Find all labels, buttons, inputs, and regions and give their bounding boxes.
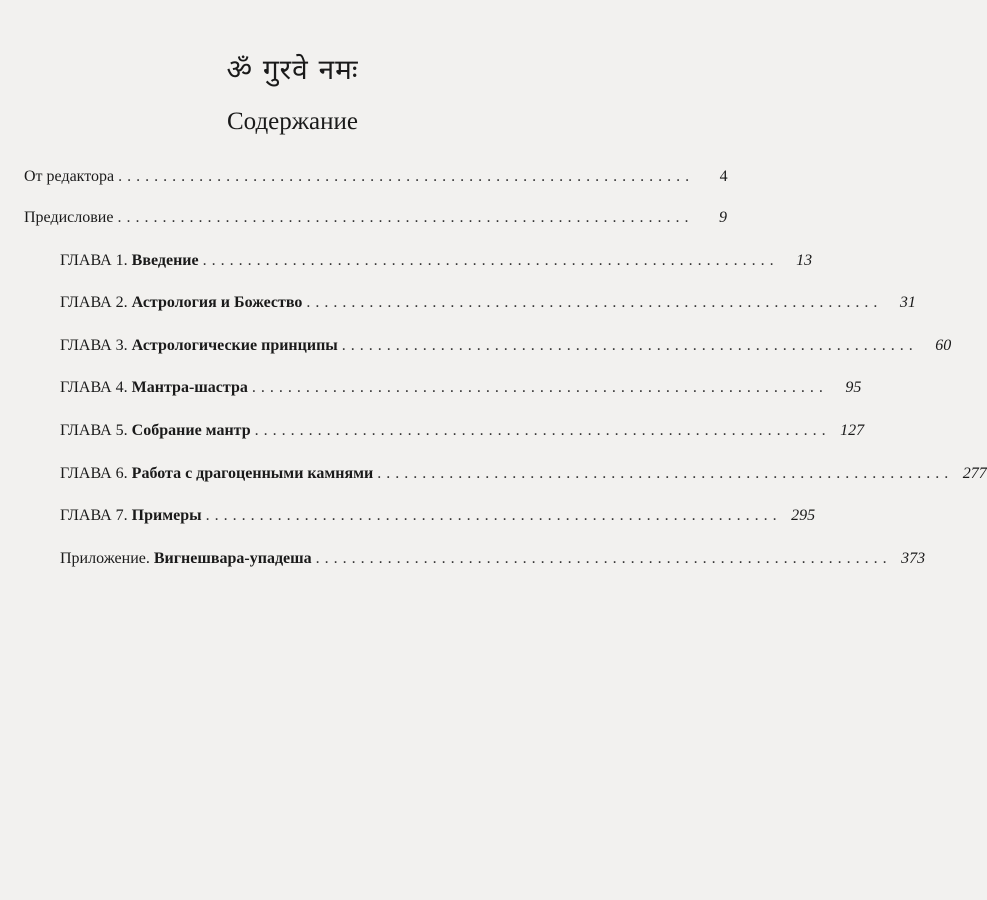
toc-entry-prefix: Приложение.	[60, 550, 154, 567]
toc-entry-prefix: ГЛАВА 1.	[60, 252, 132, 269]
toc-leader-dots: . . . . . . . . . . . . . . . . . . . . . . . . . . . . . . . . . . . . . . . . . . . . . . . . . . . . . . . . . . . . . . . .	[315, 550, 888, 567]
toc-entry	[24, 168, 728, 192]
toc-entry	[60, 422, 865, 446]
toc-entry	[60, 507, 816, 531]
toc-entry	[24, 209, 727, 233]
toc-entry-title: Примеры	[131, 507, 202, 524]
toc-entry	[60, 465, 987, 489]
toc-leader-dots: . . . . . . . . . . . . . . . . . . . . . . . . . . . . . . . . . . . . . . . . . . . . . . . . . . . . . . . . . . . . . . . .	[117, 209, 689, 226]
page-title: Содержание	[227, 108, 358, 135]
mantra-heading: ॐ गुरवे नमः	[226, 53, 359, 86]
toc-entry	[60, 550, 926, 574]
toc-entry-page: 95	[845, 379, 862, 396]
toc-entry	[60, 252, 813, 276]
toc-entry-page: 295	[791, 507, 816, 524]
toc-leader-dots: . . . . . . . . . . . . . . . . . . . . . . . . . . . . . . . . . . . . . . . . . . . . . . . . . . . . . . . . . . . . . . . .	[205, 507, 778, 524]
toc-entry-prefix: Предисловие	[24, 209, 114, 226]
toc-leader-dots: . . . . . . . . . . . . . . . . . . . . . . . . . . . . . . . . . . . . . . . . . . . . . . . . . . . . . . . . . . . . . . . .	[202, 252, 775, 269]
toc-entry-title: Собрание мантр	[131, 422, 251, 439]
toc-entry-prefix: От редактора	[24, 168, 115, 185]
toc-leader-dots: . . . . . . . . . . . . . . . . . . . . . . . . . . . . . . . . . . . . . . . . . . . . . . . . . . . . . . . . . . . . . . . .	[251, 379, 824, 396]
toc-entry	[60, 379, 862, 403]
toc-entry-prefix: ГЛАВА 6.	[60, 465, 132, 482]
toc-entry-page: 60	[935, 337, 952, 354]
toc-entry-page: 4	[719, 168, 728, 185]
toc-entry-page: 373	[901, 550, 926, 567]
toc-entry-title: Работа с драгоценными камнями	[131, 465, 374, 482]
toc-entry	[60, 294, 916, 318]
toc-leader-dots: . . . . . . . . . . . . . . . . . . . . . . . . . . . . . . . . . . . . . . . . . . . . . . . . . . . . . . . . . . . . . . . .	[341, 337, 914, 354]
toc-entry-prefix: ГЛАВА 4.	[60, 379, 132, 396]
toc-leader-dots: . . . . . . . . . . . . . . . . . . . . . . . . . . . . . . . . . . . . . . . . . . . . . . . . . . . . . . . . . . . . . . . .	[306, 294, 878, 311]
toc-leader-dots: . . . . . . . . . . . . . . . . . . . . . . . . . . . . . . . . . . . . . . . . . . . . . . . . . . . . . . . . . . . . . . . .	[118, 168, 690, 185]
toc-entry	[60, 337, 952, 361]
toc-leader-dots: . . . . . . . . . . . . . . . . . . . . . . . . . . . . . . . . . . . . . . . . . . . . . . . . . . . . . . . . . . . . . . . .	[254, 422, 827, 439]
toc-entry-page: 9	[718, 209, 727, 226]
toc-entry-prefix: ГЛАВА 7.	[60, 507, 132, 524]
toc-entry-title: Введение	[131, 252, 199, 269]
toc-entry-page: 13	[796, 252, 813, 269]
toc-entry-page: 127	[840, 422, 865, 439]
toc-entry-page: 31	[899, 294, 916, 311]
toc-entry-title: Мантра-шастра	[131, 379, 248, 396]
toc-leader-dots: . . . . . . . . . . . . . . . . . . . . . . . . . . . . . . . . . . . . . . . . . . . . . . . . . . . . . . . . . . . . . . . .	[377, 465, 949, 482]
toc-entry-title: Вигнешвара-упадеша	[153, 550, 312, 567]
toc-entry-title: Астрологические принципы	[131, 337, 338, 354]
toc-entry-prefix: ГЛАВА 5.	[60, 422, 132, 439]
toc-entry-prefix: ГЛАВА 3.	[60, 337, 132, 354]
toc-entry-page: 277	[962, 465, 987, 482]
toc-entry-prefix: ГЛАВА 2.	[60, 294, 132, 311]
toc-entry-title: Астрология и Божество	[131, 294, 303, 311]
